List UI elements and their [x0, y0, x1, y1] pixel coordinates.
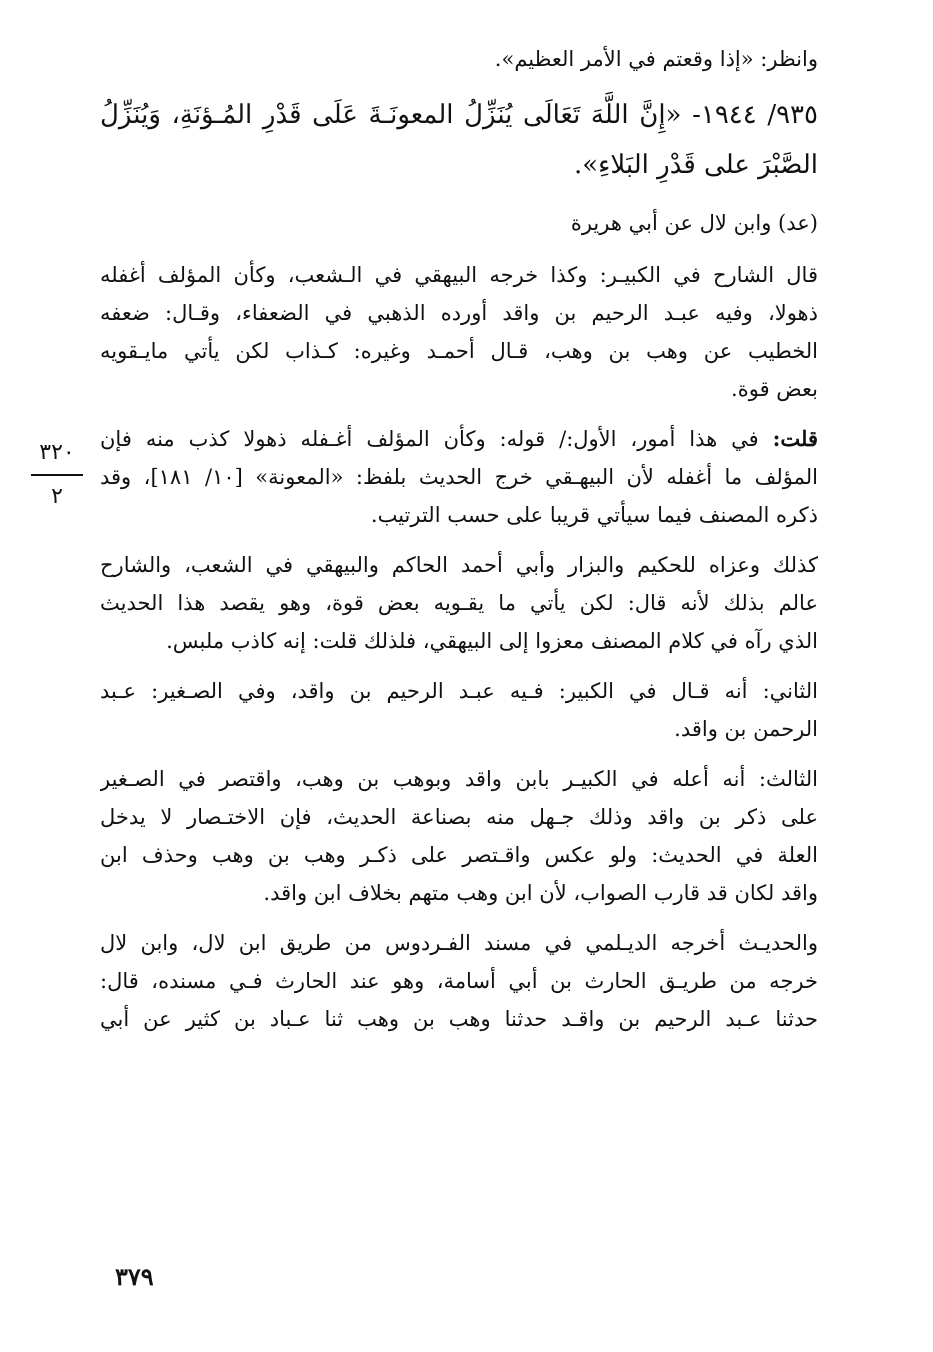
margin-note-divider	[31, 474, 83, 476]
page-number: ٣٧٩	[115, 1262, 154, 1291]
text-line: واقد لكان قد قارب الصواب، لأن ابن وهب متهم بخلاف ابن واقد.	[263, 881, 818, 905]
text-line: عالم بذلك لأنه قال: لكن يأتي ما يقـويه بعض قوة، وهو يقصد هذا الحديث	[100, 591, 818, 615]
text-run: في هذا أمور، الأول:/ قوله: وكأن المؤلف أغـفله ذهولا كذب منه فإن	[100, 427, 773, 451]
text-line: ذهولا، وفيه عبـد الرحيم بن واقد أورده الذهبي في الضعفاء، وقـال: ضعفه	[100, 301, 818, 325]
paragraph-takhrij	[100, 924, 818, 1038]
paragraph-kadhalik	[100, 546, 818, 660]
text-line: الخطيب عن وهب بن وهب، قـال أحمـد وغيره: كـذاب لكن يأتي مايـقويه	[100, 339, 818, 363]
text-line: خرجه من طريـق الحارث بن أبي أسامة، وهو عند الحارث فـي مسنده، قال:	[100, 969, 818, 993]
cross-reference	[100, 40, 818, 78]
text-line	[100, 420, 818, 458]
text-line: حدثنا عـبد الرحيم بن واقـد حدثنا وهب بن وهب ثنا عـباد بن كثير عن أبي	[100, 1007, 818, 1031]
text-line: الذي رآه في كلام المصنف معزوا إلى البيهقي، فلذلك قلت: إنه كاذب ملبس.	[166, 629, 818, 653]
margin-note-top: ٣٢٠	[39, 440, 75, 465]
text-line: المؤلف ما أغفله لأن البيهـقي خرج الحديث بلفظ: «المعونة» [١٠/ ١٨١]، وقد	[100, 465, 818, 489]
hadith-source	[100, 204, 818, 242]
text-line: (عد) وابن لال عن أبي هريرة	[570, 211, 818, 235]
body-text	[100, 40, 818, 1050]
text-line: قال الشارح في الكبيـر: وكذا خرجه البيهقي في الـشعب، وكأن المؤلف أغفله	[100, 263, 818, 287]
text-line: وانظر: «إذا وقعتم في الأمر العظيم».	[494, 47, 818, 71]
bold-lead: قلت:	[772, 426, 818, 451]
text-line: كذلك وعزاه للحكيم والبزار وأبي أحمد الحاكم والبيهقي في الشعب، والشارح	[100, 553, 818, 577]
paragraph-qultu	[100, 420, 818, 534]
paragraph-second	[100, 672, 818, 748]
hadith-text	[100, 90, 818, 190]
paragraph-sharih	[100, 256, 818, 408]
text-line: ذكره المصنف فيما سيأتي قريبا على حسب الترتيب.	[370, 503, 818, 527]
text-line: والحديـث أخرجه الديـلمي في مسند الفـردوس من طريق ابن لال، وابن لال	[100, 931, 818, 955]
text-line: الصَّبْرَ على قَدْرِ البَلاءِ».	[573, 150, 818, 180]
text-line: بعض قوة.	[731, 377, 818, 401]
text-line: على ذكر بن واقد وذلك جـهل منه بصناعة الحديث، فإن الاختـصار لا يدخل	[100, 805, 818, 829]
paragraph-third	[100, 760, 818, 912]
text-line: الثاني: أنه قـال في الكبير: فـيه عبـد الرحيم بن واقد، وفي الصـغير: عـبد	[100, 679, 818, 703]
text-line: ٩٣٥/ ١٩٤٤- «إِنَّ اللَّهَ تَعَالَى يُنَزِّلُ المعونَـةَ عَلَى قَدْرِ المُـؤنَةِ، وَيُنَزِّلُ	[100, 100, 818, 130]
text-line: العلة في الحديث: ولو عكس واقـتصر على ذكـر وهب بن وهب وحذف ابن	[100, 843, 818, 867]
margin-volume-page-note	[24, 438, 90, 512]
text-line: الرحمن بن واقد.	[674, 717, 818, 741]
text-line: الثالث: أنه أعله في الكبيـر بابن واقد وبوهب بن وهب، واقتصر في الصـغير	[100, 767, 818, 791]
margin-note-bottom: ٢	[51, 484, 63, 509]
